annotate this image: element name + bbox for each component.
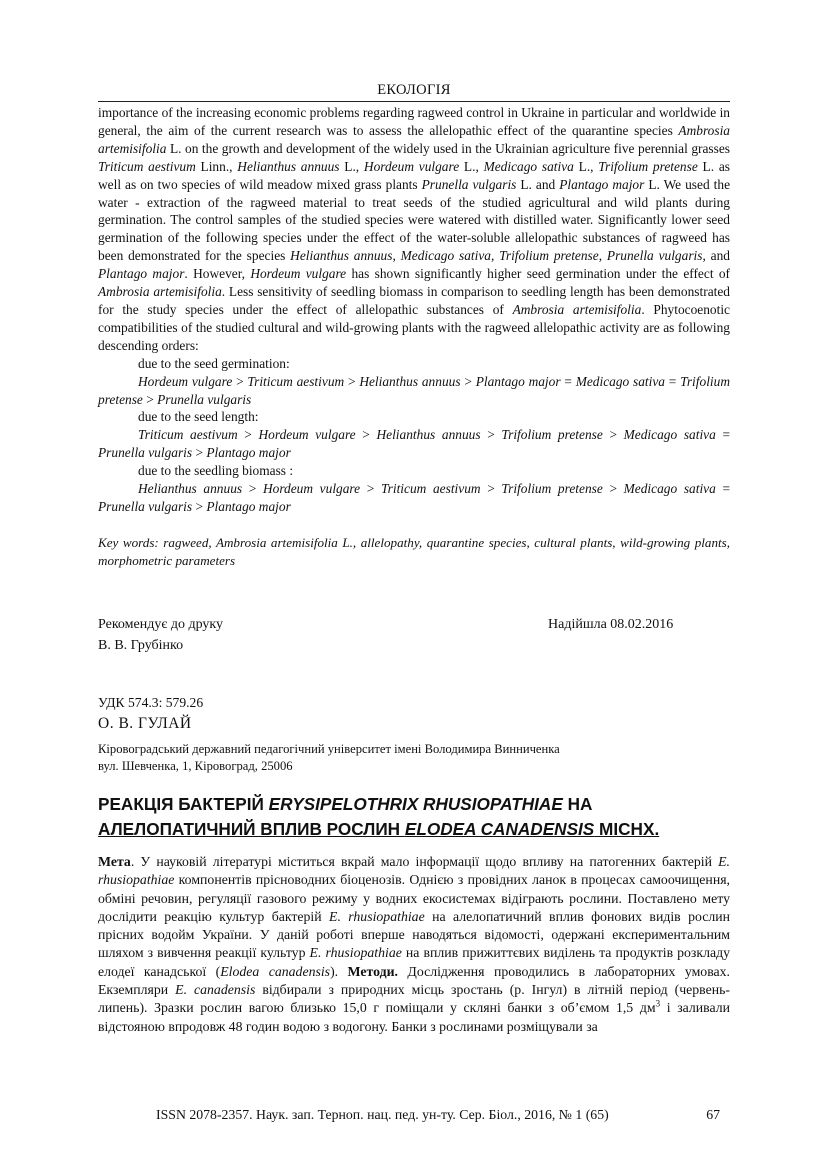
title-line-2: АЛЕЛОПАТИЧНИЙ ВПЛИВ РОСЛИН ELODEA CANADENSIS MICHX. — [98, 819, 660, 839]
order-biomass: Helianthus annuus > Hordeum vulgare > Triticum aestivum > Trifolium pretense > Medicago sativa = Prunella vulgaris > Plantago major — [98, 481, 731, 514]
order-label-germination: due to the seed germination: — [138, 355, 290, 371]
header-rule — [98, 101, 730, 102]
article-title — [98, 792, 738, 842]
order-length: Triticum aestivum > Hordeum vulgare > Helianthus annuus > Trifolium pretense > Medicago sativa = Prunella vulgaris > Plantago major — [98, 427, 731, 461]
abstract-paragraph: importance of the increasing economic problems regarding ragweed control in Ukraine in particular and worldwide in general, the aim of the current research was to assess the allelopathic effect of the quarantine species Ambrosia artemisifolia L. on the growth and development of the widely used in the Ukrainian agriculture five perennial grasses Triticum aestivum Linn., Helianthus annuus L., Hordeum vulgare L., Medicago sativa L., Trifolium pretense L. as well as on two species of wild meadow mixed grass plants Prunella vulgaris L. and Plantago major L. We used the water - extraction of the ragweed material to treat seeds of the studied agricultural and wild plants during germination. The control samples of the studied species were watered with distilled water. Significantly lower seed germination of the following species under the effect of the water-soluble allelopathic substances of ragweed has been demonstrated for the species Helianthus annuus, Medicago sativa, Trifolium pretense, Prunella vulgaris, and Plantago major. However, Hordeum vulgare has shown significantly higher seed germination under the effect of Ambrosia artemisifolia. Less sensitivity of seedling biomass in comparison to seedling length has been demonstrated for the study species under the effect of allelopathic substances of Ambrosia artemisifolia. Phytocoenotic compatibilities of the studied cultural and wild-growing plants with the ragweed allelopathic activity are as following descending orders: — [98, 105, 731, 353]
page-number: 67 — [706, 1107, 720, 1122]
recommend-label: Рекомендує до друку — [98, 617, 224, 632]
order-label-length: due to the seed length: — [138, 409, 259, 425]
article-body — [98, 853, 730, 1036]
affiliation-address: вул. Шевченка, 1, Кіровоград, 25006 — [98, 759, 293, 773]
english-abstract — [98, 104, 730, 516]
recommender-name: В. В. Грубінко — [98, 638, 184, 653]
received-date: Надійшла 08.02.2016 — [548, 617, 674, 632]
affiliation-institution: Кіровоградський державний педагогічний університет імені Володимира Винниченка — [98, 742, 560, 756]
order-label-biomass: due to the seedling biomass : — [138, 463, 294, 479]
title-line-1: РЕАКЦІЯ БАКТЕРІЙ ERYSIPELOTHRIX RHUSIOPATHIAE НА — [98, 794, 593, 814]
udk-code: УДК 574.3: 579.26 — [98, 695, 204, 710]
body-paragraph: Мета. У науковій літературі міститься вкрай мало інформації щодо впливу на патогенних бактерій E. rhusiopathiae компонентів прісноводних біоценозів. Однією з провідних ланок в процесах самоочищення, обміні речовин, регуляції газового режиму у водних екосистемах відіграють рослини. Поставлено мету дослідити реакцію культур бактерій E. rhusiopathiae на алелопатичний вплив фонових видів рослин прісних водойм України. У даній роботі вперше наводяться відомості, одержані експериментальним шляхом з вивчення реакції культур E. rhusiopathiae на вплив прижиттєвих виділень та продуктів розкладу елодеї канадської (Elodea canadensis). Методи. Дослідження проводились в лабораторних умовах. Екземпляри E. canadensis відбирали з природних місць зростань (р. Інгул) в літній період (червень-липень). Зразки рослин вагою близько 15,0 г поміщали у скляні банки з об’ємом 1,5 $дм^3$ і заливали відстояною впродовж 48 годин водою з водогону. Банки з рослинами розміщували за — [98, 854, 731, 1034]
running-header: ЕКОЛОГІЯ — [377, 82, 451, 98]
journal-citation: ISSN 2078-2357. Наук. зап. Терноп. нац. пед. ун-ту. Сер. Біол., 2016, № 1 (65) — [156, 1107, 609, 1122]
keywords: Key words: ragweed, Ambrosia artemisifolia L., allelopathy, quarantine species, cultural plants, wild-growing plants, morphometric parameters — [98, 535, 730, 568]
order-germination: Hordeum vulgare > Triticum aestivum > Helianthus annuus > Plantago major = Medicago sativa = Trifolium pretense > Prunella vulgaris — [98, 373, 731, 407]
affiliation — [98, 741, 560, 775]
author-name: О. В. ГУЛАЙ — [98, 715, 192, 732]
